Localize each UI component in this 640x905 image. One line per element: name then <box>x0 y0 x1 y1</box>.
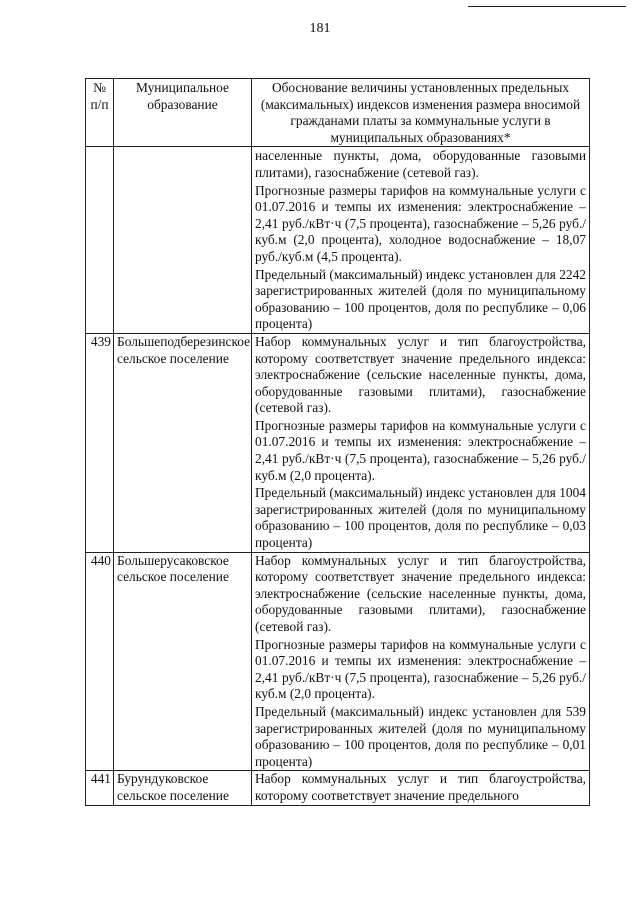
row-justification <box>252 771 590 805</box>
paragraph: Прогнозные размеры тарифов на коммунальные услуги с 01.07.2016 и темпы их изменения: электроснабжение – 2,41 руб./кВт·ч (7,5 процента), газоснабжение – 5,26 руб./куб.м (2,0 процента), холодное водоснабжение – 18,07 руб./куб.м (4,5 процента). <box>255 182 586 264</box>
row-municipality: Бурундуковское сельское поселение <box>114 771 252 805</box>
row-justification <box>252 552 590 771</box>
header-municipality: Муниципальное образование <box>114 79 252 147</box>
table-row <box>86 552 590 771</box>
table-row <box>86 333 590 552</box>
paragraph: Набор коммунальных услуг и тип благоустройства, которому соответствует значение предельного <box>255 771 586 803</box>
table-row <box>86 771 590 805</box>
row-num: 440 <box>86 552 114 771</box>
paragraph: Предельный (максимальный) индекс установлен для 2242 зарегистрированных жителей (доля по муниципальному образованию – 100 процентов, доля по республике – 0,06 процента) <box>255 266 586 332</box>
row-municipality: Большерусаковское сельское поселение <box>114 552 252 771</box>
paragraph: Прогнозные размеры тарифов на коммунальные услуги с 01.07.2016 и темпы их изменения: электроснабжение – 2,41 руб./кВт·ч (7,5 процента), газоснабжение – 5,26 руб./куб.м (2,0 процента). <box>255 636 586 702</box>
row-justification <box>252 147 590 334</box>
header-num: № п/п <box>86 79 114 147</box>
table-header-row <box>86 79 590 147</box>
row-municipality <box>114 147 252 334</box>
row-num <box>86 147 114 334</box>
row-justification <box>252 333 590 552</box>
page-number: 181 <box>309 21 331 36</box>
row-num: 441 <box>86 771 114 805</box>
top-rule <box>468 6 626 7</box>
paragraph: Набор коммунальных услуг и тип благоустройства, которому соответствует значение предельного индекса: электроснабжение (сельские населенные пункты, дома, оборудованные газовыми плитами), газоснабжение (сетевой газ). <box>255 333 586 416</box>
paragraph: Предельный (максимальный) индекс установлен для 1004 зарегистрированных жителей (доля по муниципальному образованию – 100 процентов, доля по республике – 0,03 процента) <box>255 485 586 551</box>
table-row-continuation <box>86 147 590 334</box>
tariff-index-table <box>85 78 590 806</box>
header-justification: Обоснование величины установленных предельных (максимальных) индексов изменения размера вносимой гражданами платы за коммунальные услуги в муниципальных образованиях* <box>252 79 590 147</box>
paragraph: Предельный (максимальный) индекс установлен для 539 зарегистрированных жителей (доля по муниципальному образованию – 100 процентов, доля по республике – 0,01 процента) <box>255 703 586 769</box>
paragraph: населенные пункты, дома, оборудованные газовыми плитами), газоснабжение (сетевой газ). <box>255 148 586 180</box>
row-num: 439 <box>86 333 114 552</box>
row-municipality: Большеподберезинское сельское поселение <box>114 333 252 552</box>
paragraph: Набор коммунальных услуг и тип благоустройства, которому соответствует значение предельного индекса: электроснабжение (сельские населенные пункты, дома, оборудованные газовыми плитами), газоснабжение (сетевой газ). <box>255 552 586 634</box>
paragraph: Прогнозные размеры тарифов на коммунальные услуги с 01.07.2016 и темпы их изменения: электроснабжение – 2,41 руб./кВт·ч (7,5 процента), газоснабжение – 5,26 руб./куб.м (2,0 процента). <box>255 417 586 483</box>
